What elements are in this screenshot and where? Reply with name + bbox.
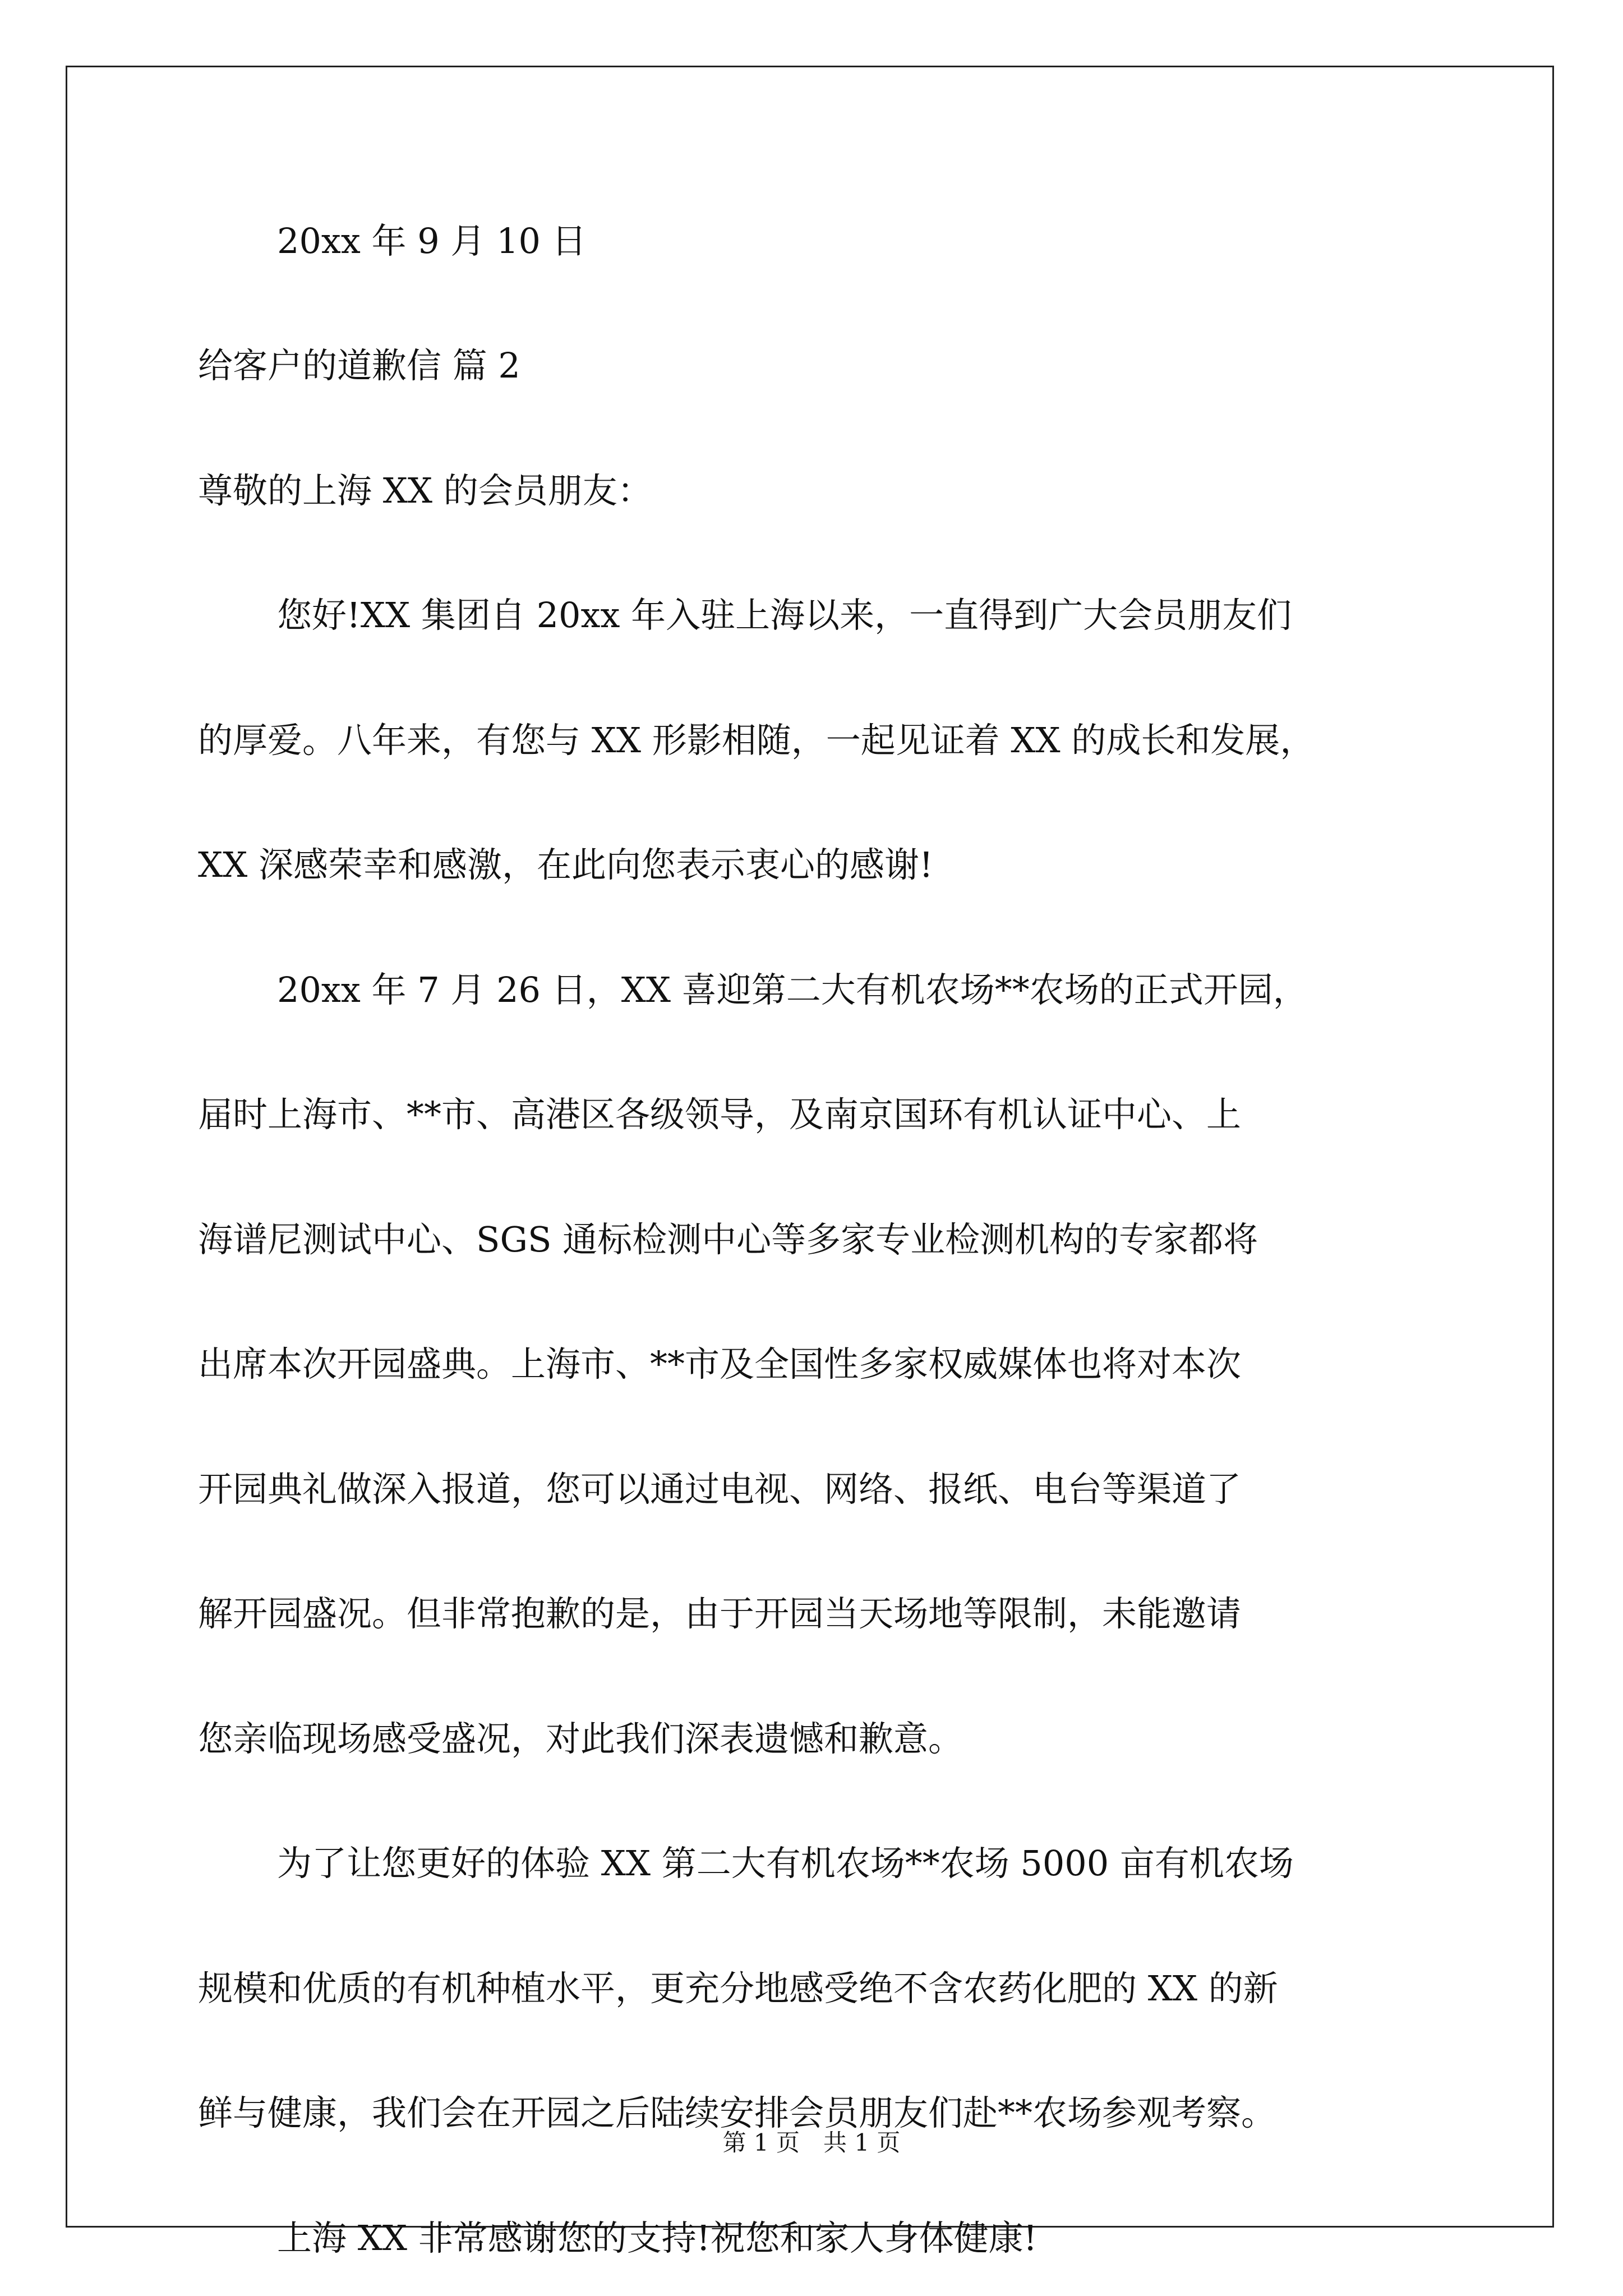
paragraph-line: 海谱尼测试中心、SGS 通标检测中心等多家专业检测机构的专家都将: [198, 1219, 1258, 1260]
paragraph-line: 上海 XX 非常感谢您的支持!祝您和家人身体健康!: [277, 2217, 1038, 2258]
paragraph-line: 解开园盛况。但非常抱歉的是，由于开园当天场地等限制，未能邀请: [198, 1593, 1242, 1634]
paragraph-line: 规模和优质的有机种植水平，更充分地感受绝不含农药化肥的 XX 的新: [198, 1968, 1278, 2009]
letter-heading: 给客户的道歉信 篇 2: [198, 345, 520, 386]
paragraph-line: 您亲临现场感受盛况，对此我们深表遗憾和歉意。: [198, 1718, 963, 1759]
paragraph-line: 出席本次开园盛典。上海市、**市及全国性多家权威媒体也将对本次: [198, 1343, 1242, 1384]
page-border: [66, 66, 1554, 2228]
paragraph-line: XX 深感荣幸和感激，在此向您表示衷心的感谢!: [198, 844, 933, 885]
paragraph-line: 开园典礼做深入报道，您可以通过电视、网络、报纸、电台等渠道了: [198, 1469, 1242, 1510]
page-footer: 第 1 页 共 1 页: [722, 2129, 901, 2156]
paragraph-line: 届时上海市、**市、高港区各级领导，及南京国环有机认证中心、上: [198, 1094, 1242, 1135]
paragraph-line: 为了让您更好的体验 XX 第二大有机农场**农场 5000 亩有机农场: [277, 1843, 1294, 1884]
paragraph-line: 您好!XX 集团自 20xx 年入驻上海以来，一直得到广大会员朋友们: [277, 595, 1292, 636]
date-line: 20xx 年 9 月 10 日: [277, 220, 587, 261]
paragraph-line: 的厚爱。八年来，有您与 XX 形影相随，一起见证着 XX 的成长和发展，: [198, 720, 1315, 761]
paragraph-line: 20xx 年 7 月 26 日，XX 喜迎第二大有机农场**农场的正式开园，: [277, 969, 1308, 1010]
salutation: 尊敬的上海 XX 的会员朋友：: [198, 470, 652, 511]
paragraph-line: 鲜与健康，我们会在开园之后陆续安排会员朋友们赴**农场参观考察。: [198, 2092, 1276, 2133]
